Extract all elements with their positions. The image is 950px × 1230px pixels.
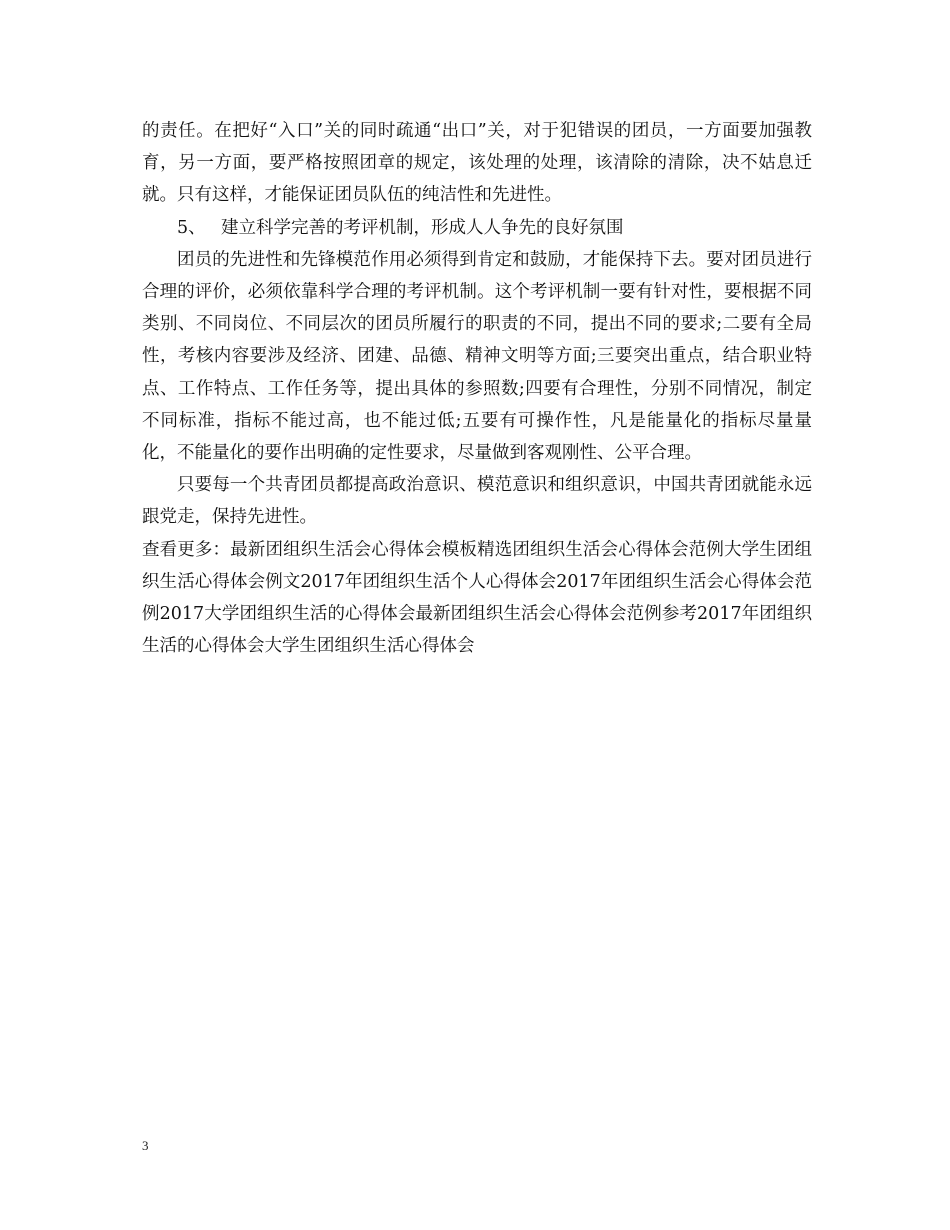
paragraph-evaluation: 团员的先进性和先锋模范作用必须得到肯定和鼓励，才能保持下去。要对团员进行合理的评价，必须依靠科学合理的考评机制。这个考评机制一要有针对性，要根据不同类别、不同岗位、不同层次的团员所履行的职责的不同，提出不同的要求;二要有全局性，考核内容要涉及经济、团建、品德、精神文明等方面;三要突出重点，结合职业特点、工作特点、工作任务等，提出具体的参照数;四要有合理性，分别不同情况，制定不同标准，指标不能过高，也不能过低;五要有可操作性，凡是能量化的指标尽量量化，不能量化的要作出明确的定性要求，尽量做到客观刚性、公平合理。 [142, 249, 812, 464]
paragraph-continuation: 的责任。在把好“入口”关的同时疏通“出口”关，对于犯错误的团员，一方面要加强教育，另一方面，要严格按照团章的规定，该处理的处理，该清除的清除，决不姑息迁就。只有这样，才能保证团员队伍的纯洁性和先进性。 [142, 121, 812, 206]
section-number: 5、 [177, 217, 206, 238]
see-more-links[interactable]: 查看更多：最新团组织生活会心得体会模板精选团组织生活会心得体会范例大学生团组织生活心得体会例文2017年团组织生活个人心得体会2017年团组织生活会心得体会范例2017大学团组织生活的心得体会最新团组织生活会心得体会范例参考2017年团组织生活的心得体会大学生团组织生活心得体会 [142, 539, 812, 657]
paragraph-conclusion: 只要每一个共青团员都提高政治意识、模范意识和组织意识，中国共青团就能永远跟党走，保持先进性。 [142, 475, 812, 528]
section-heading [142, 212, 812, 244]
page-number: 3 [142, 1138, 149, 1153]
section-heading-text: 建立科学完善的考评机制，形成人人争先的良好氛围 [221, 217, 624, 238]
document-body [142, 115, 812, 662]
